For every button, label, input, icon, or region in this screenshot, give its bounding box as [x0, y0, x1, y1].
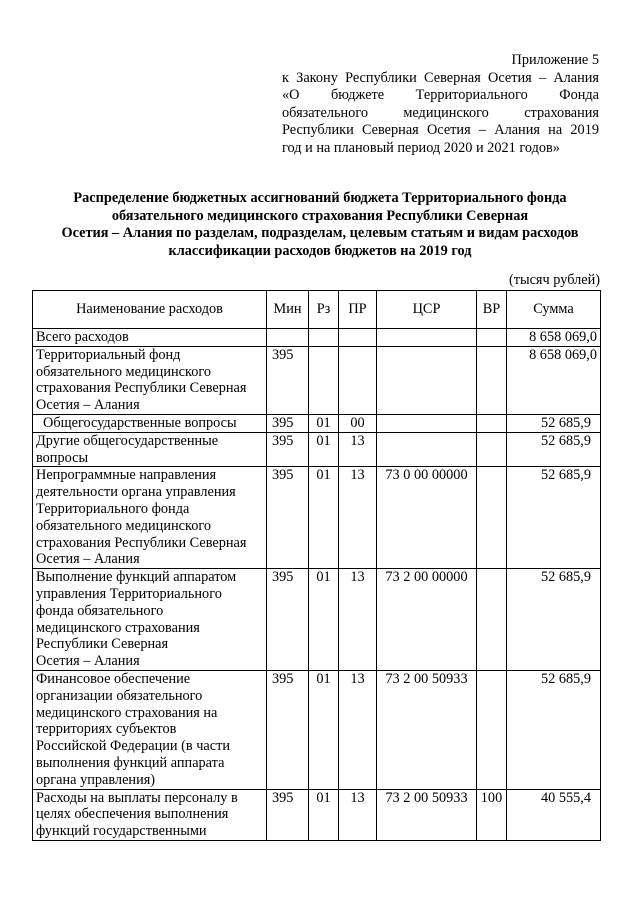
cell-vr: [477, 432, 507, 467]
cell-pr: 13: [339, 467, 377, 569]
cell-vr: 100: [477, 789, 507, 840]
cell-name: Всего расходов: [33, 329, 267, 347]
title-line: Осетия – Алания по разделам, подразделам, целевым статьям и видам расходов: [61, 225, 579, 242]
cell-csr: [377, 414, 477, 432]
header-vr: ВР: [477, 291, 507, 329]
header-name: Наименование расходов: [33, 291, 267, 329]
cell-name: Другие общегосударственные вопросы: [33, 432, 267, 467]
cell-pr: [339, 346, 377, 414]
header-pr: ПР: [339, 291, 377, 329]
cell-name: Расходы на выплаты персоналу в целях обеспечения выполнения функций государственными: [33, 789, 267, 840]
cell-min: [267, 329, 309, 347]
appendix-line: год и на плановый период 2020 и 2021 годов»: [282, 139, 560, 156]
cell-name: Территориальный фонд обязательного медицинского страхования Республики Северная Осетия – Алания: [33, 346, 267, 414]
cell-sum: 52 685,9: [507, 467, 601, 569]
cell-vr: [477, 414, 507, 432]
cell-pr: 00: [339, 414, 377, 432]
cell-vr: [477, 346, 507, 414]
cell-csr: [377, 432, 477, 467]
header-rz: Рз: [309, 291, 339, 329]
cell-rz: 01: [309, 414, 339, 432]
cell-sum: 40 555,4: [507, 789, 601, 840]
cell-rz: 01: [309, 467, 339, 569]
cell-rz: 01: [309, 569, 339, 671]
budget-table: [32, 290, 601, 841]
cell-pr: 13: [339, 569, 377, 671]
appendix-line: к Закону Республики Северная Осетия – Алания: [282, 69, 599, 86]
cell-sum: 52 685,9: [507, 432, 601, 467]
cell-pr: 13: [339, 670, 377, 789]
table-row: [33, 329, 601, 347]
units-label: (тысяч рублей): [508, 272, 600, 288]
cell-min: 395: [267, 789, 309, 840]
cell-min: 395: [267, 346, 309, 414]
appendix-line: Приложение 5: [511, 52, 599, 68]
cell-min: 395: [267, 569, 309, 671]
appendix-line: Республики Северная Осетия – Алания на 2019: [282, 122, 599, 139]
cell-sum: 8 658 069,0: [507, 329, 601, 347]
appendix-line: «О бюджете Территориального Фонда: [282, 87, 599, 104]
cell-min: 395: [267, 432, 309, 467]
header-csr: ЦСР: [377, 291, 477, 329]
cell-sum: 52 685,9: [507, 569, 601, 671]
appendix-reference: [282, 52, 599, 158]
cell-sum: 52 685,9: [507, 414, 601, 432]
cell-vr: [477, 467, 507, 569]
cell-name: Общегосударственные вопросы: [33, 414, 267, 432]
cell-sum: 8 658 069,0: [507, 346, 601, 414]
table-row: [33, 414, 601, 432]
cell-rz: 01: [309, 789, 339, 840]
cell-csr: [377, 346, 477, 414]
title-line: классификации расходов бюджетов на 2019 год: [168, 242, 472, 259]
cell-pr: 13: [339, 789, 377, 840]
title-line: обязательного медицинского страхования Республики Северная: [111, 207, 529, 224]
document-title: [28, 190, 612, 260]
cell-min: 395: [267, 467, 309, 569]
cell-min: 395: [267, 670, 309, 789]
table-row: [33, 432, 601, 467]
cell-name: Финансовое обеспечение организации обязательного медицинского страхования на территориях субъектов Российской Федерации (в части выполнения функций аппарата органа управления): [33, 670, 267, 789]
table-row: [33, 569, 601, 671]
cell-csr: 73 0 00 00000: [377, 467, 477, 569]
cell-csr: 73 2 00 50933: [377, 789, 477, 840]
header-sum: Сумма: [507, 291, 601, 329]
cell-rz: [309, 346, 339, 414]
cell-csr: 73 2 00 00000: [377, 569, 477, 671]
cell-rz: 01: [309, 670, 339, 789]
cell-vr: [477, 569, 507, 671]
table-row: [33, 467, 601, 569]
header-min: Мин: [267, 291, 309, 329]
cell-sum: 52 685,9: [507, 670, 601, 789]
table-row: [33, 670, 601, 789]
cell-csr: 73 2 00 50933: [377, 670, 477, 789]
cell-pr: 13: [339, 432, 377, 467]
appendix-line: обязательного медицинского страхования: [282, 104, 599, 121]
table-row: [33, 346, 601, 414]
table-row: [33, 789, 601, 840]
cell-rz: 01: [309, 432, 339, 467]
cell-min: 395: [267, 414, 309, 432]
cell-csr: [377, 329, 477, 347]
cell-name: Непрограммные направления деятельности органа управления Территориального фонда обязательного медицинского страхования Республики Северная Осетия – Алания: [33, 467, 267, 569]
cell-name: Выполнение функций аппаратом управления Территориального фонда обязательного медицинского страхования Республики Северная Осетия – Алания: [33, 569, 267, 671]
cell-vr: [477, 329, 507, 347]
cell-vr: [477, 670, 507, 789]
title-line: Распределение бюджетных ассигнований бюджета Территориального фонда: [73, 190, 567, 206]
cell-pr: [339, 329, 377, 347]
cell-rz: [309, 329, 339, 347]
table-header-row: [33, 291, 601, 329]
